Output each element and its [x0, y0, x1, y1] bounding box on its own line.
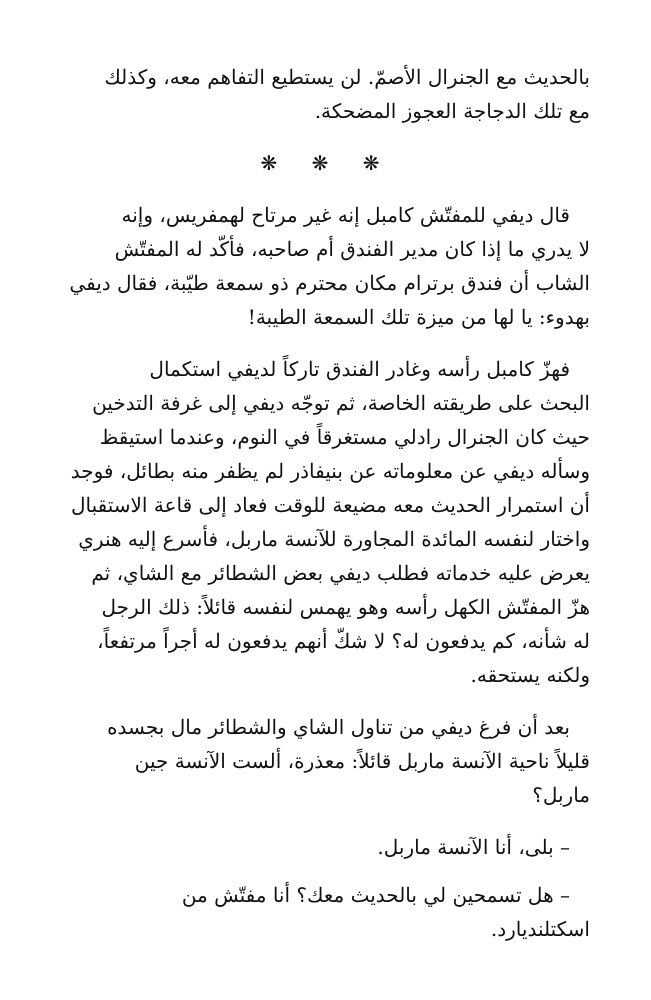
section-separator: ❋ ❋ ❋	[260, 151, 394, 175]
paragraph-tea: بعد أن فرغ ديفي من تناول الشاي والشطائر مال بجسده قليلاً ناحية الآنسة ماربل قائلاً: معذرة، ألست الآنسة جين ماربل؟	[107, 715, 590, 807]
paragraph-continuation: بالحديث مع الجنرال الأصمّ. لن يستطيع التفاهم معه، وكذلك مع تلك الدجاجة العجوز المضحكة.	[104, 65, 590, 123]
book-page	[64, 60, 590, 960]
dialogue-line-marple: – بلى، أنا الآنسة ماربل.	[377, 835, 570, 859]
dialogue-line-inspector: – هل تسمحين لي بالحديث معك؟ أنا مفتّش من اسكتلنديارد.	[181, 883, 590, 941]
paragraph-smoking-room: فهزّ كامبل رأسه وغادر الفندق تاركاً لديفي استكمال البحث على طريقته الخاصة، ثم توجّه ديفي إلى غرفة التدخين حيث كان الجنرال رادلي مستغرقاً في النوم، وعندما استيقظ وسأله ديفي عن معلوماته عن بنيفاذر لم يظفر منه بطائل، فوجد أن استمرار الحديث معه مضيعة للوقت فعاد إلى قاعة الاستقبال واختار لنفسه المائدة المجاورة للآنسة ماربل، فأسرع إليه هنري يعرض عليه خدماته فطلب ديفي بعض الشطائر مع الشاي، ثم هزّ المفتّش الكهل رأسه وهو يهمس لنفسه قائلاً: ذلك الرجل له شأنه، كم يدفعون له؟ لا شكّ أنهم يدفعون له أجراً مرتفعاً، ولكنه يستحقه.	[70, 357, 590, 687]
paragraph-davy-campbell: قال ديفي للمفتّش كامبل إنه غير مرتاح لهمفريس، وإنه لا يدري ما إذا كان مدير الفندق أم صاحبه، فأكّد له المفتّش الشاب أن فندق برترام مكان محترم ذو سمعة طيّبة، فقال ديفي بهدوء: يا لها من ميزة تلك السمعة الطيبة!	[69, 203, 590, 329]
